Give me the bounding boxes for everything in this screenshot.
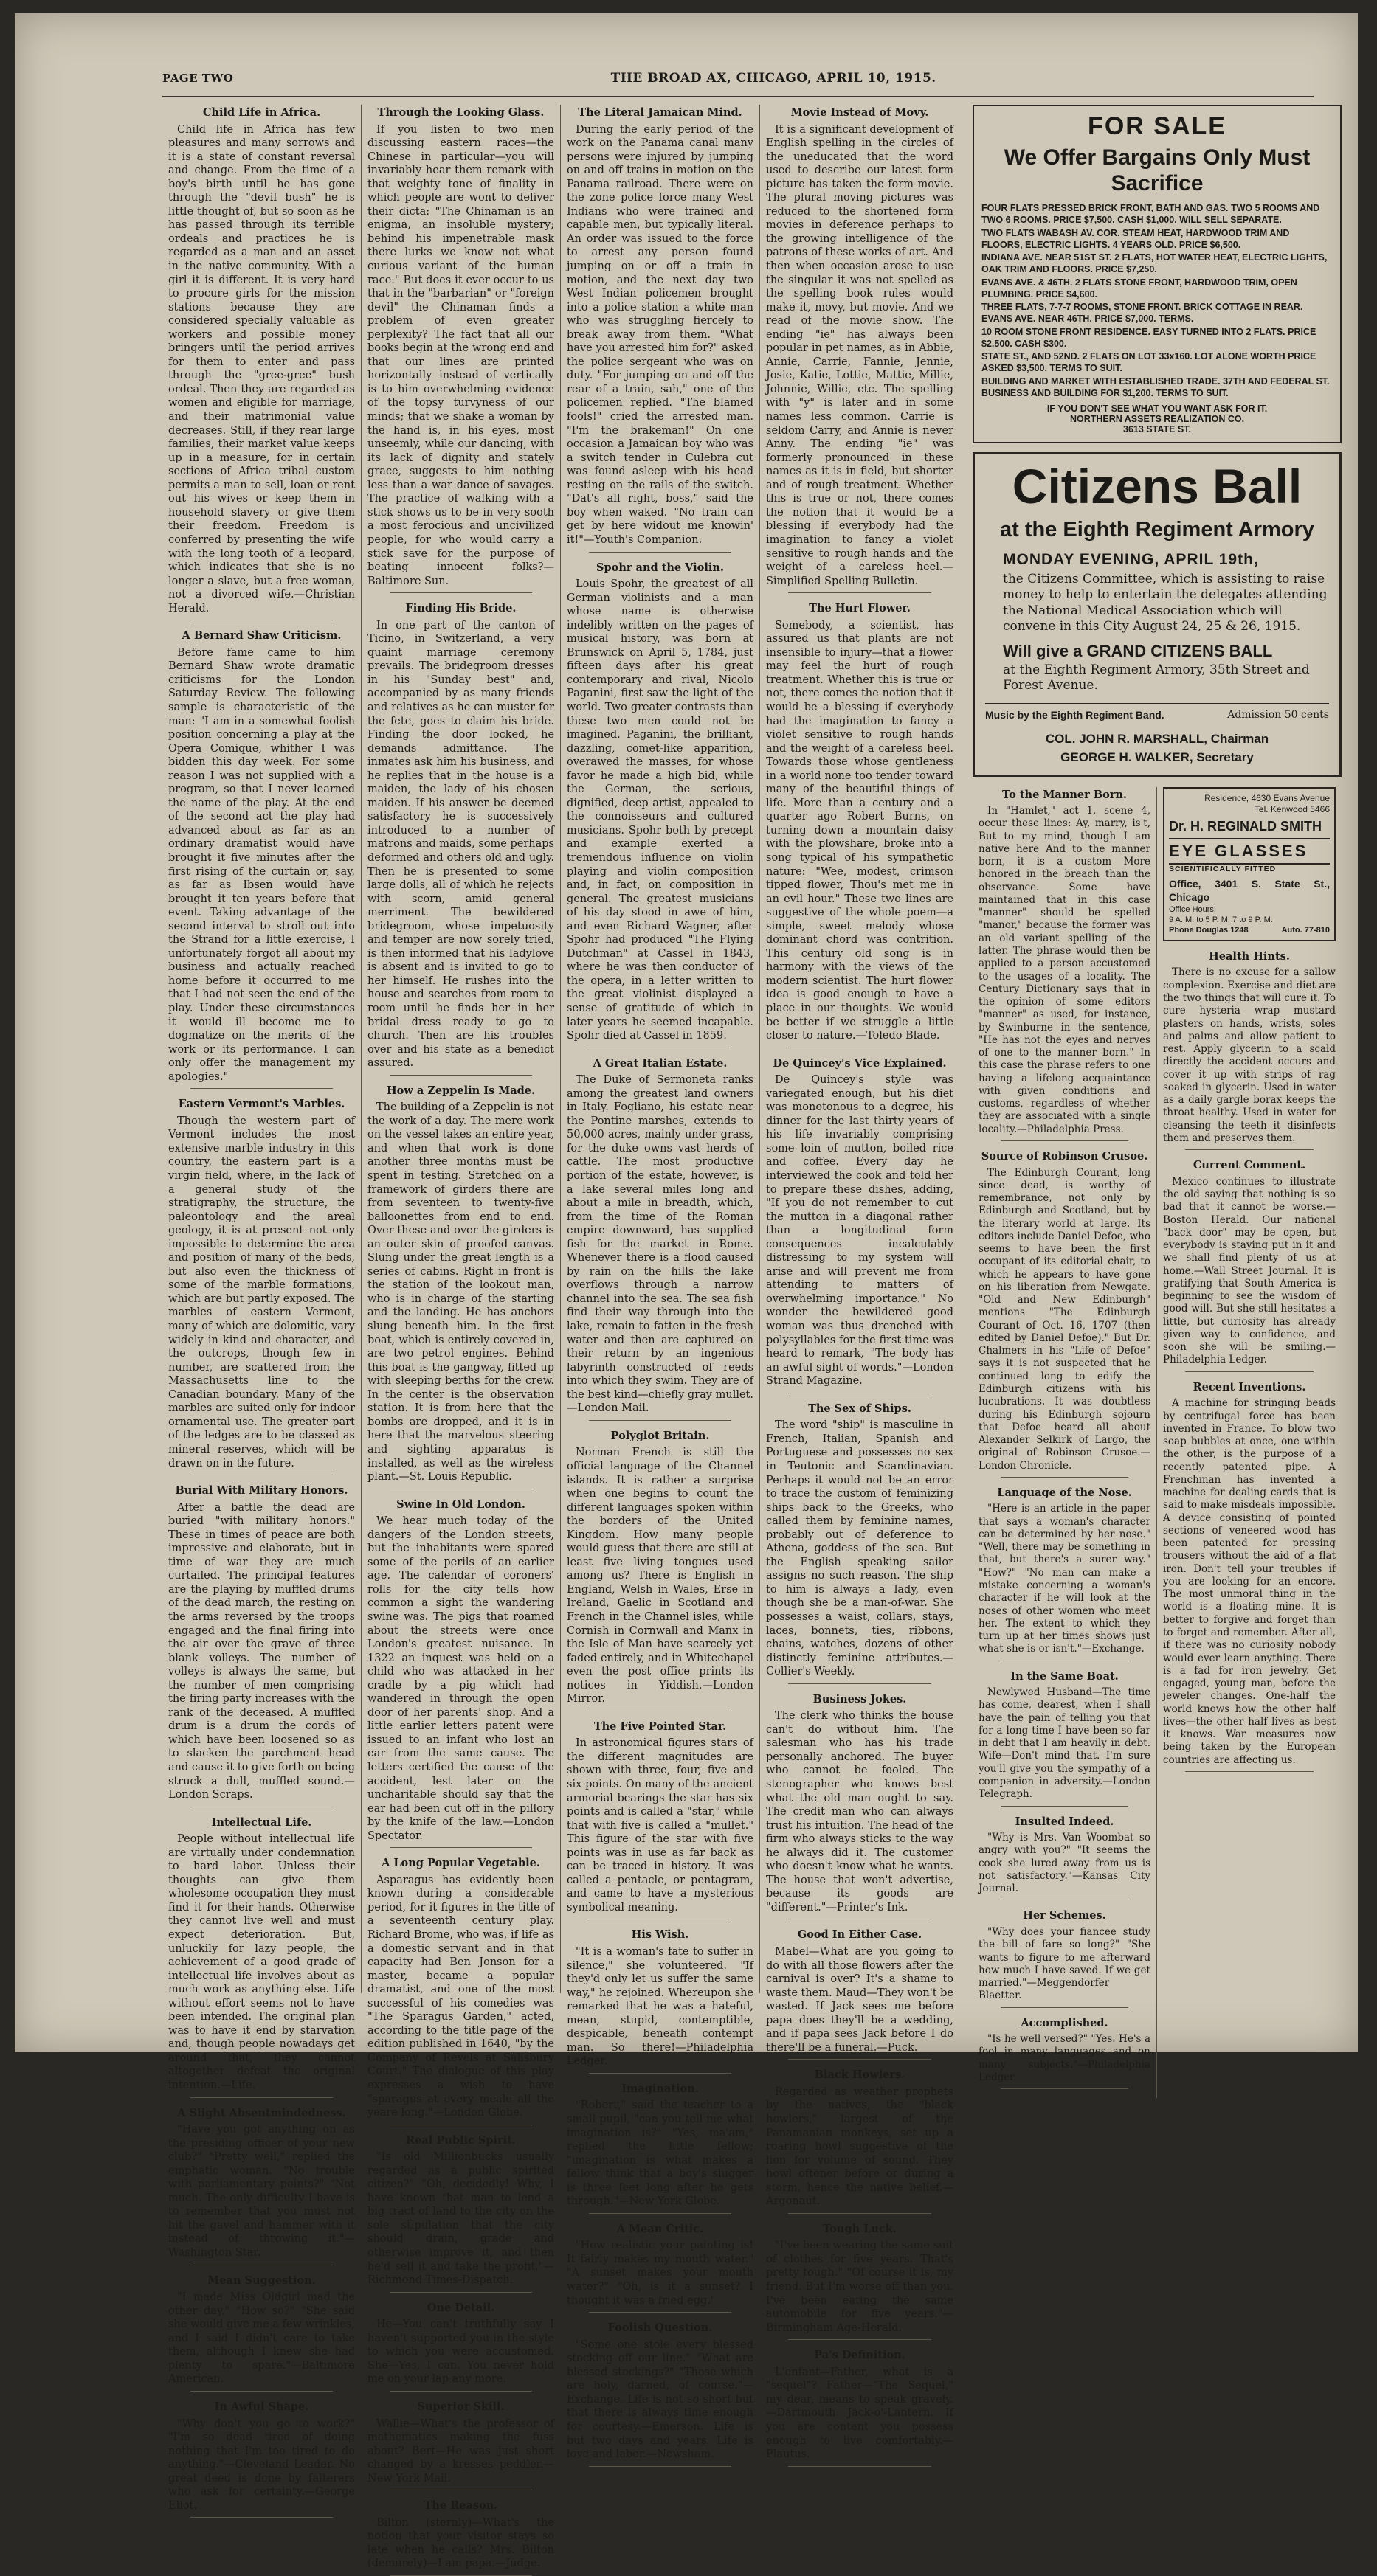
article-body: L'enfant—Father, what is a "sequel"? Father—"The Sequel," my dear, means to speak gravely.—Dartmouth Jack-o'-Lantern. If you are content you possess enough to live comfortably.—Plautus.: [766, 2366, 953, 2461]
article-headline: Polyglot Britain.: [610, 1429, 710, 1442]
article: [1163, 1159, 1336, 1372]
ball-venue: at the Eighth Regiment Armory: [1000, 518, 1314, 541]
property-listing: INDIANA AVE. NEAR 51ST ST. 2 FLATS, HOT WATER HEAT, ELECTRIC LIGHTS, OAK TRIM AND FLOORS. PRICE $7,250.: [981, 252, 1328, 275]
article-headline: Imagination.: [621, 2082, 699, 2095]
article-headline: Finding His Bride.: [405, 602, 517, 615]
article-divider: [390, 2391, 532, 2392]
article: [367, 2499, 554, 2576]
for-sale-subheading: We Offer Bargains Only Must Sacrifice: [1004, 145, 1311, 195]
article: [766, 106, 953, 593]
optometrist-ad: [1163, 787, 1336, 941]
article-headline: Language of the Nose.: [997, 1486, 1132, 1499]
article: [168, 1816, 355, 2098]
property-listing: TWO FLATS WABASH AV. COR. STEAM HEAT, HARDWOOD TRIM AND FLOORS, ELECTRIC LIGHTS. 4 YEARS OLD. PRICE $6,500.: [981, 227, 1290, 250]
article: [168, 2400, 355, 2518]
article-body: Regarded as weather prophets by the natives, the "black howlers," largest of the Panamanian monkeys, set up a roaring howl suggestive of the lion for volume of sound. They howl oftener before or during a storm, hence the native belief.—Argonaut.: [766, 2085, 953, 2208]
article: [979, 789, 1150, 1141]
article: [766, 1693, 953, 1920]
article-divider: [390, 2292, 532, 2293]
article-body: The building of a Zeppelin is not the work of a day. The mere work on the vessel takes an entire year, and when that work is done another three months must be spent in testing. Stretched on a framework of girders there are from seventeen to twenty-five balloonettes from end to end. Over these and over the girders is an outer skin of proofed canvas. Slung under the great length is a series of cabins. Right in front is the station of the lookout man, who is in charge of the starting and the landing. He has anchors slung beneath him. In the first boat, which is entirely covered in, are two petrol engines. Behind this boat is the gangway, fitted up with sleeping berths for the crew. In the center is the observation station. It is from here that the bombs are dropped, and it is in here that the marvelous steering and sighting apparatus is installed, as well as the wireless plant.—St. Louis Republic.: [367, 1101, 554, 1483]
newspaper-title: THE BROAD AX, CHICAGO, APRIL 10, 1915.: [610, 71, 936, 86]
doc-name: Dr. H. REGINALD SMITH: [1169, 819, 1322, 834]
for-sale-listings: [981, 202, 1333, 399]
article-headline: In the Same Boat.: [1010, 1669, 1119, 1683]
article-divider: [190, 2391, 333, 2392]
article: [367, 1857, 554, 2125]
article: [367, 1084, 554, 1489]
article-headline: A Great Italian Estate.: [593, 1056, 728, 1070]
article: [567, 1928, 753, 2073]
article: [168, 1484, 355, 1807]
article-body: "It is a woman's fate to suffer in silence," she volunteered. "If they'd only let us suffer the same way," he rejoined. Whereupon she remarked that he was a hateful, mean, stupid, contemptible, despicable, beneath contempt man. So there!—Philadelphia Ledger.: [567, 1946, 753, 2068]
article-body: In astronomical figures stars of the different magnitudes are shown with three, four, five and six points. On many of the ancient armorial bearings the star has six points and is called a "star," while that with five is called a "mullet." This figure of the star with five points was in use as far back as can be traced in history. It was called a pentacle, or pentagram, and came to have a mysterious symbolical meaning.: [567, 1737, 753, 1914]
citizens-ball-ad: [973, 452, 1342, 777]
article-body: "Is old Millionbucks usually regarded as a public spirited citizen?" "Oh, decidedly! Why, I have known that man to lend a big tract of land to the city on the sole stipulation that the city should drain, grade and otherwise improve it, and then he'd sell it and take the profit."—Richmond Times-Dispatch.: [367, 2151, 554, 2287]
article: [567, 1720, 753, 1920]
article-body: Asparagus has evidently been known during a considerable period, for it figures in the title of a seventeenth century play. Richard Brome, who was, if life as a domestic servant and in that capacity had Ben Jonson for a master, became a popular dramatist, and one of the most successful of his comedies was "The Sparagus Garden," acted, according to the title page of the edition published in 1640, "by the Company of Revels at Salisbury Court." The dialogue of this play expresses a wish to have "sparagus at every meale all the yeare long."—London Globe.: [367, 1874, 554, 2119]
property-listing: THREE FLATS, 7-7-7 ROOMS, STONE FRONT. BRICK COTTAGE IN REAR. EVANS AVE. NEAR 46TH. PRICE $7,000. TERMS.: [981, 302, 1303, 325]
article-divider: [788, 2466, 931, 2467]
article-headline: Health Hints.: [1209, 949, 1290, 963]
ball-admission: Admission 50 cents: [1227, 708, 1329, 721]
article-headline: In Awful Shape.: [214, 2400, 309, 2413]
article-divider: [190, 1088, 333, 1089]
article: [168, 2274, 355, 2392]
article-body: Though the western part of Vermont includes the most extensive marble industry in this country, the eastern part is a virgin field, where, in the lack of a general study of the stratigraphy, the structure, the paleontology and the areal geology, it is at present not only impossible to determine the area and position of many of the beds, but also even the thickness of some of the marble formations, which are but partly exposed. The marbles of eastern Vermont, many of which are dolomitic, vary widely in kind and character, and the outcrops, though few in number, are scattered from the Massachusetts line to the Canadian boundary. Many of the marbles are suited only for indoor ornamental use. The greater part of the ledges are to be classed as mineral reserves, which will be drawn on in the future.: [168, 1115, 355, 1469]
ball-secretary: GEORGE H. WALKER, Secretary: [1060, 750, 1254, 764]
article-divider: [589, 2466, 731, 2467]
article-body: De Quincey's style was variegated enough, but his diet was monotonous to a degree, his dinner for the last thirty years of his life invariably comprising some loin of mutton, boiled rice and coffee. Every day he interviewed the cook and told her to prepare these dishes, adding, "If you do not remember to cut the mutton in a diagonal rather than a longitudinal form consequences incalculably distressing to my system will arise and will prevent me from attending to matters of overwhelming importance." No wonder the bewildered good woman was thus drenched with polysyllables for the first time was heard to remark, "The body has an awful sight of words."—London Strand Magazine.: [766, 1074, 953, 1388]
article-headline: Tough Luck.: [823, 2222, 897, 2235]
article-headline: Mean Suggestion.: [207, 2274, 316, 2287]
article-body: Norman French is still the official language of the Channel islands. It is rather a surprise when one begins to count the different languages spoken within the borders of the United Kingdom. How many people would guess that there are still at least five living tongues used among us? There is English in England, Welsh in Wales, Erse in Ireland, Gaelic in Scotland and French in the Channel isles, while Cornish in Cornwall and Manx in the Isle of Man have scarcely yet faded entirely, and in Whitechapel even the post office prints its notices in Yiddish.—London Mirror.: [567, 1447, 753, 1706]
article-divider: [1001, 2088, 1128, 2089]
article: [979, 1670, 1150, 1807]
article-body: A machine for stringing beads by centrifugal force has been invented in France. To blow two soap bubbles at once, one within the other, is the purpose of a recently patented pipe. A Frenchman has invented a machine for dealing cards that is said to make misdeals impossible. A device consisting of pointed sections of veneered wood has been patented for pressing trousers without the aid of a flat iron. Don't tell your troubles if you are looking for an encore. The most unmoral thing in the world is a floating mine. It is better to forgive and forget than to forget and remember. After all, if there was no curiosity nobody would ever learn anything. There is a fad for iron jewelry. Get engaged, young man, before the jeweler changes. One-half the world knows how the other half lives—the other half lives as best it knows. War measures now being taken by the European countries are affecting us.: [1163, 1397, 1336, 1766]
article: [567, 1430, 753, 1711]
article-headline: Pa's Definition.: [814, 2349, 905, 2362]
article: [168, 1098, 355, 1475]
article-body: "Have you got anything on as the presiding officer of your new club?" "Pretty well," replied the emphatic woman. "No trouble with parliamentary points?" "Not much. The only difficulty I have is to remember that you must not hit the gavel and hammer with it instead of throwing it."—Washington Star.: [168, 2124, 355, 2260]
article-headline: Good In Either Case.: [797, 1928, 922, 1942]
article: [168, 629, 355, 1089]
ball-music: Music by the Eighth Regiment Band.: [985, 708, 1164, 721]
article-body: In one part of the canton of Ticino, in Switzerland, a very quaint marriage ceremony prevails. The bridegroom dresses in his "Sunday best" and, accompanied by as many friends and relatives as he can muster for the fete, goes to claim his bride. Finding the door locked, he demands admittance. The inmates ask him his business, and he replies that in the house is a maiden, the lady of his chosen maiden. If his answer be deemed satisfactory he is successively introduced to a number of matrons and maids, some perhaps deformed and others old and ugly. Then he is presented to some large dolls, all of which he rejects with scorn, amid general merriment. The bewildered bridegroom, whose impetuosity and temper are now sorely tried, is then informed that his ladylove is absent and is invited to go to her himself. He rushes into the house and searches from room to room until he finds her in her bridal dress ready to go to church. Then are his troubles over and his state as a benedict assured.: [367, 619, 554, 1070]
article-divider: [390, 592, 532, 593]
article: [979, 1909, 1150, 2007]
article: [367, 602, 554, 1076]
article: [567, 561, 753, 1048]
article-headline: Real Public Spirit.: [406, 2133, 516, 2147]
article-body: The Edinburgh Courant, long since dead, is worthy of remembrance, not only by Edinburgh and Scotland, but by the literary world at large. Its editors include Daniel Defoe, who seems to have been the first occupant of its editorial chair, to which he appears to have gone on his liberation from Newgate. "Old and New Edinburgh" mentions "The Edinburgh Courant of Oct. 16, 1707 (then edited by Daniel Defoe)." But Dr. Chalmers in his "Life of Defoe" says it is not suspected that he continued long to edify the Edinburgh citizens with his lucubrations. It was doubtless during his Edinburgh sojourn that Defoe heard all about Alexander Selkirk of Largo, the original of Robinson Crusoe.—London Chronicle.: [979, 1166, 1150, 1472]
article-headline: Superior Skill.: [417, 2400, 505, 2413]
doc-office: Office, 3401 S. State St., Chicago: [1169, 877, 1330, 903]
article-headline: Accomplished.: [1021, 2016, 1108, 2029]
article-body: Somebody, a scientist, has assured us that plants are not insensible to injury—that a flower may feel the hurt of rough treatment. Whether this is true or not, there comes the notion that it would be a blessing if everybody had the imagination to fancy a violet sensitive to rough hands and the weight of a careless heel. Towards those whose gentleness in a world none too tender toward many of the beautiful things of life. More than a century and a quarter ago Robert Burns, on turning down a mountain daisy with the plowshare, broke into a song typical of his sympathetic nature: "Wee, modest, crimson tipped flower, Thou's met me in an evil hour." These two lines are suggestive of the whole poem—a simple, sweet melody whose dominant chord was contrition. This century old song is in harmony with the views of the modern scientist. The hurt flower idea is good enough to have a place in our thoughts. We would be better if we struggle a little closer to nature.—Toledo Blade.: [766, 619, 953, 1042]
article: [567, 1057, 753, 1421]
article-headline: Black Howlers.: [814, 2068, 905, 2082]
article: [979, 1815, 1150, 1901]
article-body: The word "ship" is masculine in French, Italian, Spanish and Portuguese and possesses no sex in Teutonic and Scandinavian. Perhaps it would not be an error to trace the custom of feminizing ships back to the Greeks, who called them by feminine names, probably out of deference to Athena, goddess of the sea. But the English speaking sailor assigns no such reason. The ship to him is always a lady, even though she be a man-of-war. She possesses a waist, collars, stays, laces, bonnets, ties, ribbons, chains, watches, dozens of other distinctly feminine attributes.—Collier's Weekly.: [766, 1419, 953, 1678]
article-headline: Her Schemes.: [1023, 1909, 1106, 1922]
article-headline: One Detail.: [427, 2301, 495, 2314]
article-body: There is no excuse for a sallow complexion. Exercise and diet are the two things that will cure it. To cure hysteria wrap mustard plasters on hands, wrists, soles and palms and allow patient to rest. Apply glycerin to a scald directly the accident occurs and cover it up with strips of rag soaked in glycerin. Used in water as a daily gargle borax keeps the throat healthy. Used in water for cleansing the teeth it disinfects them and preserves them.: [1163, 966, 1336, 1144]
doc-hours: 9 A. M. to 5 P. M. 7 to 9 P. M.: [1169, 915, 1273, 924]
for-sale-heading: FOR SALE: [1088, 112, 1226, 140]
article-body: After a battle the dead are buried "with military honors." These in times of peace are both impressive and elaborate, but in time of war they are much curtailed. The principal features are the playing by muffled drums of the dead march, the resting on the arms reversed by the troops engaged and the final firing into the air over the grave of three blank volleys. The number of volleys is always the same, but the number of men comprising the firing party increases with the rank of the deceased. A muffled drum is a drum the cords of which have been loosened so as to slacken the parchment head and cause it to give forth on being struck a dull, muffled sound.—London Scraps.: [168, 1501, 355, 1801]
news-column-3: [561, 105, 760, 2461]
article-divider: [1001, 2007, 1128, 2008]
article-divider: [589, 1420, 731, 1421]
article-body: Louis Spohr, the greatest of all German violinists and a man whose name is otherwise indelibly written on the pages of musical history, was born at Brunswick on April 5, 1784, just fifteen days after his great contemporary and rival, Nicolo Paganini, first saw the light of the world. Two greater contrasts than these two men could not be imagined. Paganini, the brilliant, dazzling, comet-like apparition, overawed the masses, for whose favor he made a high bid, while the German, the serious, dignified, deep artist, appealed to the connoisseurs and cultured musicians. Spohr both by precept and example exerted a tremendous influence on violin playing and violin composition and, in fact, on composition in general. The greatest musicians of his day stood in awe of him, and even Richard Wagner, after Spohr had produced "The Flying Dutchman" at Cassel in 1843, where he was then conductor of the opera, in a letter written to the great violinist displayed a sense of gratitude of which in later years he seemed incapable. Spohr died at Cassel in 1859.: [567, 578, 753, 1042]
article-body: "Is he well versed?" "Yes. He's a fool in many languages and on many subjects."—Philadelphia Ledger.: [979, 2033, 1150, 2083]
article-headline: Insulted Indeed.: [1015, 1815, 1114, 1828]
article: [567, 2082, 753, 2214]
article-headline: Eastern Vermont's Marbles.: [178, 1098, 345, 1111]
article-body: People without intellectual life are virtually under condemnation to hard labor. Unless their thoughts can give them wholesome occupation they must find it for their hands. Otherwise they cannot live well and must expect deterioration. But, unluckily for lazy people, the achievement of a good grade of intellectual life involves about as much work as anything else. Life without effort seems not to have been intended. The original plan was to have it end by starvation and, though people nowadays get around that, they cannot altogether defeat the original intention.—Life.: [168, 1833, 355, 2092]
article-headline: To the Manner Born.: [1002, 788, 1127, 801]
doc-phones: [1169, 925, 1330, 935]
article: [168, 106, 355, 620]
article-divider: [1001, 1477, 1128, 1478]
doc-phone: Phone Douglas 1248: [1169, 925, 1249, 935]
article-divider: [1185, 1771, 1314, 1772]
doc-residence: Residence, 4630 Evans Avenue: [1204, 792, 1330, 803]
article-headline: Burial With Military Honors.: [175, 1484, 348, 1498]
article-headline: Movie Instead of Movy.: [790, 106, 929, 119]
article-headline: The Hurt Flower.: [809, 602, 911, 615]
article-body: "How realistic your painting is! It fairly makes my mouth water." "A sunset makes your mouth water?" "Oh, is it a sunset? I thought it was a fried egg.": [567, 2240, 753, 2307]
article-divider: [390, 1847, 532, 1848]
news-column-4: [760, 105, 959, 2461]
ball-date: MONDAY EVENING, APRIL 19th,: [1003, 551, 1259, 568]
article-headline: A Mean Critic.: [616, 2222, 704, 2235]
article-headline: A Slight Absentmindedness.: [177, 2106, 346, 2119]
article: [766, 2068, 953, 2213]
article-headline: Recent Inventions.: [1193, 1380, 1306, 1393]
article: [979, 1150, 1150, 1478]
article: [766, 1057, 953, 1393]
article-divider: [1001, 1140, 1128, 1141]
article-divider: [390, 1075, 532, 1076]
article-divider: [190, 2517, 333, 2518]
article-headline: The Literal Jamaican Mind.: [578, 106, 742, 119]
article-headline: Spohr and the Violin.: [596, 561, 724, 574]
article-body: Mabel—What are you going to do with all those flowers after the carnival is over? It's a shame to waste them. Maud—They won't be wasted. If Jack sees me before papa does they'll be a wedding, and if papa sees Jack before I do there'll be a funeral.—Puck.: [766, 1946, 953, 2054]
right-column-2: [1157, 787, 1342, 2099]
article-divider: [788, 1683, 931, 1684]
article-body: Newlywed Husband—The time has come, dearest, when I shall have the pain of telling you that for a long time I have been so far in debt that I am heavily in debt. Wife—Don't mind that. I'm sure you'll give you the sympathy of a companion in adversity.—London Telegraph.: [979, 1686, 1150, 1801]
article-divider: [589, 552, 731, 553]
doc-fitted: SCIENTIFICALLY FITTED: [1169, 865, 1277, 874]
article: [367, 106, 554, 593]
news-column-2: [362, 105, 561, 2570]
article-body: "Robert," said the teacher to a small pupil, "can you tell me what imagination is?" "Yes, ma'am," replied the little fellow; "imagination is what makes a fellow think that a boy's slugger is three feet long after he gets through."—New York Globe.: [567, 2099, 753, 2208]
article-body: "I made Miss Oldgirl mad the other day." "How so?" "She said she would give me a few wrinkles, and I said I didn't care to take them, although I knew she had plenty to spare."—Baltimore American.: [168, 2291, 355, 2386]
article-headline: Child Life in Africa.: [202, 106, 321, 119]
property-listing: STATE ST., AND 52ND. 2 FLATS ON LOT 33x160. LOT ALONE WORTH PRICE ASKED $3,500. TERMS TO SUIT.: [981, 351, 1316, 374]
page-number: PAGE TWO: [162, 72, 234, 85]
right-column-1: [973, 787, 1157, 2099]
property-listing: 10 ROOM STONE FRONT RESIDENCE. EASY TURNED INTO 2 FLATS. PRICE $2,500. CASH $300.: [981, 326, 1316, 349]
property-listing: BUILDING AND MARKET WITH ESTABLISHED TRADE. 37TH AND FEDERAL ST. BUSINESS AND BUILDING FOR $1,200. TERMS TO SUIT.: [981, 375, 1330, 398]
for-sale-address: 3613 STATE ST.: [1123, 424, 1191, 434]
article-body: Bilton (sternly)—What's the notion that your visitor stays so late when he calls? Mrs. Bilton (demurely)—I am papa.—Judge.: [367, 2516, 554, 2570]
property-listing: FOUR FLATS PRESSED BRICK FRONT, BATH AND GAS. TWO 5 ROOMS AND TWO 6 ROOMS. PRICE $7,500. CASH $1,000. WILL SELL SEPARATE.: [981, 203, 1320, 226]
doc-eyeglasses: EYE GLASSES: [1169, 838, 1330, 865]
right-news-columns: [973, 787, 1342, 2099]
article-body: "Why is Mrs. Van Woombat so angry with you?" "It seems the cook she lured away from us is not satisfactory."—Kansas City Journal.: [979, 1832, 1150, 1895]
article-headline: How a Zeppelin Is Made.: [386, 1084, 536, 1097]
article: [766, 1928, 953, 2060]
article-divider: [1001, 1806, 1128, 1807]
article-headline: His Wish.: [631, 1928, 689, 1942]
article-headline: A Bernard Shaw Criticism.: [182, 629, 342, 643]
article-body: "Why don't you go to work?" "I'm so dead tired of doing nothing that I'm too tired to do anything."—Cleveland Leader. No great deed is done by falterers who ask for certainty.—George Eliot.: [168, 2417, 355, 2512]
article-divider: [589, 2312, 731, 2313]
article-divider: [788, 2059, 931, 2060]
article-divider: [589, 2213, 731, 2214]
article-headline: The Five Pointed Star.: [593, 1720, 727, 1733]
article-divider: [788, 592, 931, 593]
article-divider: [788, 2339, 931, 2340]
article-headline: The Sex of Ships.: [808, 1402, 911, 1415]
article-body: "I've been wearing the same suit of clothes for five years. That's pretty tough." "Of course it is, my friend. But I'm worse off than you. I've been eating the same automobile for five years."—Birmingham Age-Herald.: [766, 2240, 953, 2334]
article: [766, 602, 953, 1048]
doc-hours-label: Office Hours:: [1169, 904, 1216, 914]
article-divider: [589, 2073, 731, 2074]
article: [979, 2017, 1150, 2090]
article-body: The Duke of Sermoneta ranks among the greatest land owners in Italy. Fogliano, his estate near the Pontine marshes, extends to 50,000 acres, mainly under grass, for the duke owns vast herds of cattle. The most productive portion of the estate, however, is a lake several miles long and about a mile in breadth, which, from the time of the Roman empire downward, has supplied fish for the market in Rome. Whenever there is a flood caused by rain on the hills the lake overflows through a narrow channel into the sea. The sea fish find their way through into the lake, remain to fatten in the fresh water and then are captured on their return by an ingenious labyrinth constructed of reeds into which they swim. They are of the best kind—chiefly gray mullet.—London Mail.: [567, 1074, 753, 1415]
ball-chairman: COL. JOHN R. MARSHALL, Chairman: [1045, 731, 1269, 746]
article: [367, 2134, 554, 2293]
article: [979, 1486, 1150, 1661]
property-listing: EVANS AVE. & 46TH. 2 FLATS STONE FRONT, HARDWOOD TRIM, OPEN PLUMBING. PRICE $4,600.: [981, 277, 1297, 300]
article-headline: Foolish Question.: [607, 2321, 713, 2335]
article: [367, 2302, 554, 2392]
article: [567, 106, 753, 553]
article-body: In "Hamlet," act 1, scene 4, occur these lines: Ay, marry, is't, But to my mind, though I am native here And to the manner born, it is a custom More honored in the breach than the observance. Some have maintained that in this case "manner" should be spelled "manor," because the former was an old variant spelling of the latter. The phrase would then be applied to a person accustomed to the usages of a locality. The Century Dictionary says that in the opinion of some editors "manner" as used, for instance, by Swinburne in the sentence, "He has not the eyes and nerves of one to the manner born." In this case the phrase refers to one having a lifelong acquaintance with given conditions and customs, regardless of whether they are associated with a single locality.—Philadelphia Press.: [979, 805, 1150, 1135]
article-body: The clerk who thinks the house can't do without him. The salesman who has his trade personally anchored. The buyer who cannot be fooled. The stenographer who knows best what the old man ought to say. The credit man who can always trust his intuition. The head of the firm who always sticks to the way he always did it. The customer who doesn't know what he wants. The house that won't advertise, because its goods are "different."—Printer's Ink.: [766, 1710, 953, 1914]
article-headline: Swine In Old London.: [396, 1498, 525, 1511]
article: [1163, 1381, 1336, 1772]
ball-info-bar: [985, 703, 1329, 721]
article: [766, 2349, 953, 2466]
article-divider: [1185, 1371, 1314, 1372]
article-body: "Some one stole every blessed stocking off our line." "What are blessed stockings?" "Those which are holy, darned, of course."—Exchange. Life is not so short but that there is always time enough for courtesy.—Emerson. Life is but two days and years. Life is love and labor.—Newsham.: [567, 2338, 753, 2461]
article-headline: Through the Looking Glass.: [377, 106, 545, 119]
article-headline: Business Jokes.: [812, 1692, 907, 1706]
article: [766, 1402, 953, 1684]
article: [567, 2321, 753, 2466]
article-body: He—You can't truthfully say I haven't supported you in the style to which you were accustomed. She—Yes, I can. You never hold me on your lap any more.: [367, 2319, 554, 2386]
article-body: It is a significant development of English spelling in the circles of the uneducated that the word used to describe our latest form picture has taken the form movie. The plural moving pictures was reduced to the shortened form movies in deference perhaps to the growing intelligence of the patrons of these works of art. And then when occasion arose to use the singular it was not spelled as the spelling book rules would make it, movy, but movie. And we read of the movie show. The ending "ie" has always been popular in pet names, as in Abbie, Annie, Carrie, Fannie, Jennie, Josie, Katie, Lottie, Mattie, Millie, Johnnie, Willie, etc. The spelling with "y" is later and in some names less common. Carrie is seldom Carry, and Annie is never Anny. The ending "ie" was formerly pronounced in these names as it is in field, but shorter and of rough treatment. Whether this is true or not, there comes the notion that it would be a blessing if everybody had the imagination to fancy a violet sensitive to rough hands and the weight of a careless heel.—Simplified Spelling Bulletin.: [766, 123, 953, 587]
doc-telephone: Tel. Kenwood 5466: [1254, 803, 1330, 814]
article-body: "Why does your fiancee study the bill of fare so long?" "She wants to figure to me afterward how much I have saved. If we get married."—Meggendorfer Blaetter.: [979, 1925, 1150, 2002]
article-body: Before fame came to him Bernard Shaw wrote dramatic criticisms for the London Saturday Review. The following sample is characteristic of the man: "I am in a somewhat foolish position concerning a play at the Opera Comique, whither I was bidden this day week. For some reason I was not supplied with a program, so that I never learned the name of the play. At the end of the second act the play had advanced about as far as an ordinary dramatist would have brought it five minutes after the first rising of the curtain or, say, as far as Ibsen would have brought it ten years before that event. Taking advantage of the second interval to stroll out into the Strand for a little exercise, I unfortunately forgot all about my business and actually reached home before it occurred to me that I had not seen the end of the play. Under these circumstances it would ill become me to dogmatize on the merits of the work or its performance. I can only offer the management my apologies.": [168, 646, 355, 1083]
article-divider: [190, 2097, 333, 2098]
article-headline: Current Comment.: [1193, 1159, 1306, 1172]
article-body: Mexico continues to illustrate the old saying that nothing is so bad that it cannot be worse.—Boston Herald. Our national "back door" may be open, but everybody is staying put in it and we shall find plenty of us at home.—Wall Street Journal. It is gratifying that South America is beginning to see the wisdom of good will. But she still hesitates a little, but curiosity has already given way to confidence, and soon she will be smiling.—Philadelphia Ledger.: [1163, 1175, 1336, 1366]
article-headline: Source of Robinson Crusoe.: [981, 1149, 1148, 1163]
ball-officers: [985, 730, 1329, 767]
article-headline: A Long Popular Vegetable.: [382, 1857, 540, 1870]
article: [168, 2107, 355, 2265]
article-headline: Intellectual Life.: [211, 1815, 312, 1829]
article: [1163, 950, 1336, 1150]
news-columns: [162, 105, 967, 2570]
doc-auto-phone: Auto. 77-810: [1281, 925, 1330, 935]
article-headline: The Reason.: [424, 2499, 498, 2513]
article: [367, 1498, 554, 1849]
advertisement-area: [973, 105, 1342, 2083]
article-divider: [1185, 1149, 1314, 1150]
ball-place: at the Eighth Regiment Armory, 35th Street and Forest Avenue.: [1003, 662, 1310, 693]
article-body: We hear much today of the dangers of the London streets, but the inhabitants were spared some of the perils of an earlier age. The calendar of coroners' rolls for the city tells how common a sight the wandering swine was. The pigs that roamed about the streets were once London's greatest nuisance. In 1322 an inquest was held on a child who was attacked in her cradle by a pig which had wandered in through the open door of her parents' shop. And a little earlier letters patent were issued to an infant who lost an ear from the same cause. The letters certified the cause of the accident, lest later on the uncharitable should say that the ear had been cut off in the pillory by the knife of the law.—London Spectator.: [367, 1515, 554, 1842]
newspaper-page: [15, 13, 1358, 2570]
article-body: Child life in Africa has few pleasures and many sorrows and it is a state of constant reversal and change. From the time of a boy's birth until he has gone through the "devil bush" he is little thought of, but so soon as he has passed through its terrible ordeals and practices he is regarded as a man and an asset in the native community. With a girl it is different. It is very hard to procure girls for the mission stations because they are considered specially valuable as workers and possible money bringers until the period arrives for them to enter and pass through the "gree-gree" bush ordeal. Then they are regarded as women and eligible for marriage, and their matrimonial value decreases. Still, if they rear large families, their market value keeps up in a measure, for in certain sections of Africa tribal custom permits a man to sell, loan or rent out his wives or keep them in household slavery or give them their freedom. Freedom is conferred by presenting the wife with the long tooth of a leopard, which indicates that she is no longer a slave, but a free woman, not a divorced wife.—Christian Herald.: [168, 123, 355, 614]
article: [367, 2400, 554, 2490]
for-sale-ad: [973, 105, 1342, 443]
article-headline: De Quincey's Vice Explained.: [773, 1056, 947, 1070]
article-divider: [788, 2213, 931, 2214]
for-sale-footer-line: IF YOU DON'T SEE WHAT YOU WANT ASK FOR IT.: [1046, 404, 1268, 414]
ball-announcement: Will give a GRAND CITIZENS BALL: [1003, 642, 1273, 660]
for-sale-footer: [981, 404, 1333, 434]
masthead: [162, 60, 1314, 97]
article: [766, 2223, 953, 2340]
article-body: Wallie—What's the professor of mathematics making the fuss about? Bert—He was just short changed by a kresses peddler.—New York Mail.: [367, 2417, 554, 2485]
article-body: During the early period of the work on the Panama canal many persons were injured by jumping on and off trains in motion on the Panama railroad. There were on the zone police force many West Indians who were trained and capable men, but typically literal. An order was issued to the force to arrest any person found jumping on or off a train in motion, and the next day two West Indian policemen brought into a police station a white man who was struggling fiercely to break away from them. "What have you arrested him for?" asked the police sergeant who was on duty. "For jumping on and off the rear of a train, sah," one of the policemen replied. "The blamed fools!" cried the arrested man. "I'm the brakeman!" On one occasion a Jamaican boy who was a switch tender in Culebra cut was found asleep with his head resting on the rails of the switch. "Dat's all right, boss," said the boy when waked. "No train can get by here widout me knowin' it!"—Youth's Companion.: [567, 123, 753, 546]
ball-title: Citizens Ball: [1012, 459, 1302, 513]
article-body: If you listen to two men discussing eastern races—the Chinese in particular—you will invariably hear them remark with that weighty tone of finality in which people are wont to deliver their dicta: "The Chinaman is an enigma, an insoluble mystery; behind his impenetrable mask there lurks we know not what curious variant of the human race." But does it ever occur to us that in the "barbarian" or "foreign devil" the Chinaman finds a problem of even greater perplexity? The fact that all our books begin at the wrong end and that our lines are printed horizontally instead of vertically is to him overwhelming evidence of the topsy turvyness of our minds; that we shake a woman by the hand is, in his eyes, most unseemly, while our dancing, with its lack of dignity and stately grace, suggests to him nothing less than a war dance of savages. The practice of walking with a stick shows us to be in very sooth a most ferocious and uncivilized people, for who would carry a stick save for the purpose of beating innocent folks?—Baltimore Sun.: [367, 123, 554, 587]
for-sale-company: NORTHERN ASSETS REALIZATION CO.: [1069, 414, 1245, 424]
article-body: "Here is an article in the paper that says a woman's character can be determined by her nose." "Well, there may be something in that, but there's a surer way." "How?" "No man can make a mistake concerning a woman's character if he will look at the noses of other women who meet her. The extent to which they turn up at her times shows just what she is or isn't."—Exchange.: [979, 1503, 1150, 1655]
ball-description: the Citizens Committee, which is assisting to raise money to help to entertain the delegates attending the National Medical Association which will convene in this City August 24, 25 & 26, 1915.: [1003, 572, 1328, 634]
news-column-1: [162, 105, 362, 2512]
article: [567, 2223, 753, 2313]
